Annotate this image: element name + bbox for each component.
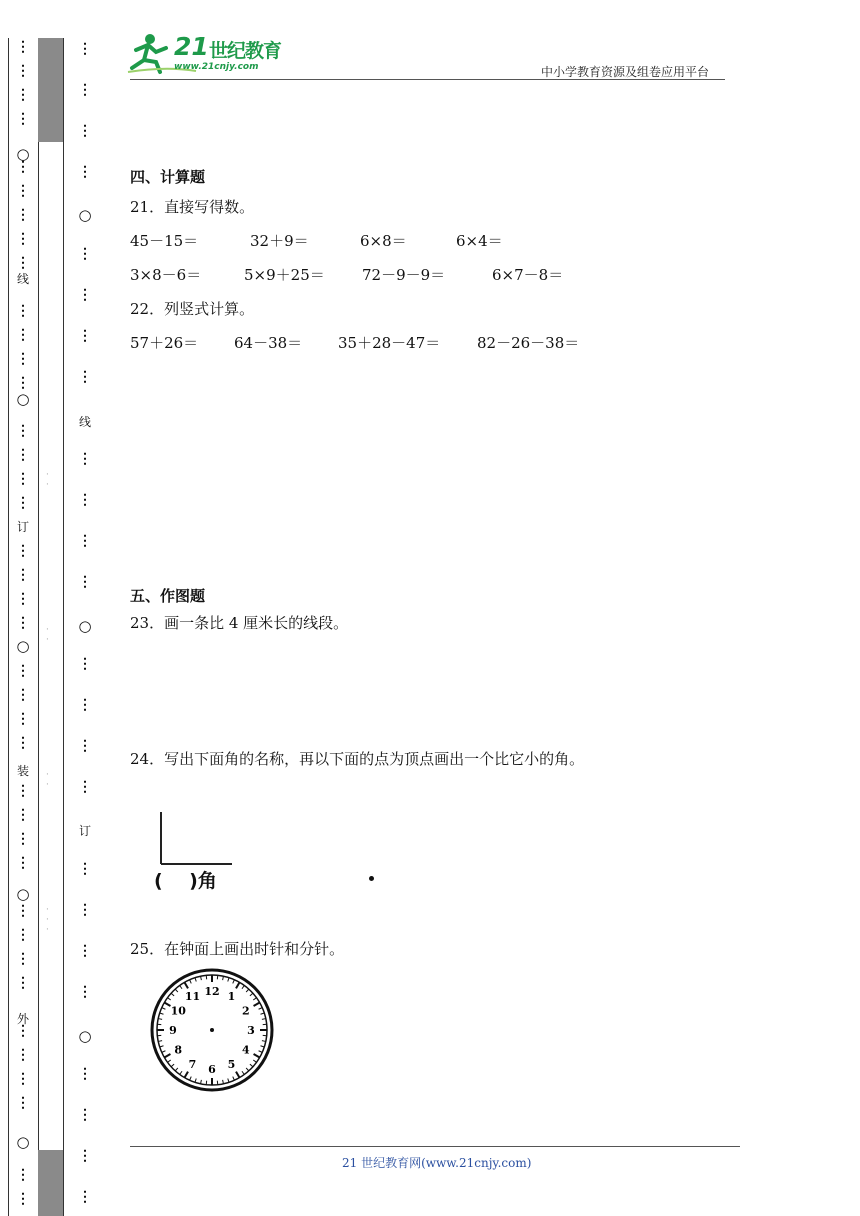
clock-number: 2 [241, 1004, 250, 1018]
margin-dots: ⋮ [16, 423, 30, 439]
q22-item: 64－38＝ [234, 334, 303, 352]
margin-dots: ⋮ [16, 471, 30, 487]
margin-dots: ⋮ [78, 574, 92, 590]
margin-dots: ⋮ [78, 656, 92, 672]
margin-dots: ⋮ [78, 164, 92, 180]
margin-dots: ⋮ [16, 783, 30, 799]
margin-dots: ⋮ [78, 533, 92, 549]
margin-dots: ⋮ [16, 687, 30, 703]
margin-hole-circle: ○ [78, 1027, 92, 1045]
margin-dots: ⋮ [78, 697, 92, 713]
margin-dots: ⋮ [78, 328, 92, 344]
logo-url: www.21cnjy.com [174, 62, 259, 72]
margin-faint-mark: · · [46, 625, 49, 645]
q21-item: 45－15＝ [130, 232, 199, 250]
margin-dots: ⋮ [16, 855, 30, 871]
margin-faint-mark: · · [46, 770, 49, 790]
margin-dots: ⋮ [16, 1023, 30, 1039]
margin-dots: ⋮ [78, 451, 92, 467]
margin-dots: ⋮ [16, 231, 30, 247]
margin-dots: ⋮ [78, 1107, 92, 1123]
margin-dots: ⋮ [16, 447, 30, 463]
margin-dots: ⋮ [78, 943, 92, 959]
margin-dots: ⋮ [78, 861, 92, 877]
margin-dots: ⋮ [16, 711, 30, 727]
margin-dots: ⋮ [16, 975, 30, 991]
margin-dots: ⋮ [16, 351, 30, 367]
margin-dots: ⋮ [78, 492, 92, 508]
margin-dots: ⋮ [16, 615, 30, 631]
margin-hole-circle: ○ [78, 617, 92, 635]
question-22-stem: 22．列竖式计算。 [130, 300, 255, 318]
q22-item: 82－26－38＝ [477, 334, 580, 352]
margin-dots: ⋮ [16, 1047, 30, 1063]
margin-dots: ⋮ [16, 951, 30, 967]
margin-dots: ⋮ [16, 831, 30, 847]
margin-gray-block-bottom [38, 1150, 63, 1216]
margin-dots: ⋮ [16, 543, 30, 559]
margin-dots: ⋮ [16, 567, 30, 583]
logo-number: 21 [174, 32, 209, 61]
margin-dots: ⋮ [78, 123, 92, 139]
site-logo [126, 30, 286, 76]
margin-dots: ⋮ [16, 807, 30, 823]
footer-text: 21 世纪教育网(www.21cnjy.com) [342, 1156, 532, 1170]
margin-dots: ⋮ [78, 41, 92, 57]
vertex-point [369, 876, 374, 881]
margin-dots: ⋮ [78, 246, 92, 262]
margin-dots: ⋮ [16, 207, 30, 223]
margin-dots: ⋮ [78, 779, 92, 795]
platform-title: 中小学教育资源及组卷应用平台 [541, 65, 710, 79]
margin-dots: ⋮ [78, 369, 92, 385]
margin-dots: ⋮ [16, 927, 30, 943]
margin-hole-circle: ○ [16, 637, 30, 655]
question-21-stem: 21．直接写得数。 [130, 198, 255, 216]
margin-dots: ⋮ [16, 87, 30, 103]
margin-border-mid-right [63, 38, 64, 1216]
header-rule [130, 79, 725, 80]
margin-hole-circle: ○ [78, 206, 92, 224]
clock-number: 1 [227, 990, 236, 1004]
q21-item: 32＋9＝ [250, 232, 309, 250]
clock-number: 3 [247, 1024, 255, 1037]
margin-dots: ⋮ [16, 495, 30, 511]
margin-binding-char: 线 [16, 272, 29, 286]
margin-dots: ⋮ [16, 375, 30, 391]
margin-dots: ⋮ [78, 984, 92, 1000]
clock-number: 7 [188, 1057, 197, 1071]
margin-dots: ⋮ [16, 1071, 30, 1087]
clock-number: 4 [241, 1043, 250, 1057]
section-title-calculation: 四、计算题 [130, 168, 206, 186]
margin-dots: ⋮ [16, 903, 30, 919]
margin-dots: ⋮ [78, 902, 92, 918]
margin-binding-char: 装 [16, 764, 29, 778]
margin-dots: ⋮ [78, 287, 92, 303]
q21-item: 6×7－8＝ [492, 266, 564, 284]
margin-binding-char: 订 [16, 520, 29, 534]
clock-number: 8 [174, 1043, 183, 1057]
q22-item: 35＋28－47＝ [338, 334, 441, 352]
margin-dots: ⋮ [16, 255, 30, 271]
margin-dots: ⋮ [16, 663, 30, 679]
margin-faint-mark: · · [46, 470, 49, 490]
margin-dots: ⋮ [16, 1167, 30, 1183]
angle-caption: ( )角 [154, 870, 217, 892]
q22-item: 57＋26＝ [130, 334, 199, 352]
margin-dots: ⋮ [16, 1191, 30, 1207]
margin-dots: ⋮ [78, 1148, 92, 1164]
margin-dots: ⋮ [16, 159, 30, 175]
logo-cn: 世纪教育 [209, 40, 282, 62]
question-23: 23．画一条比 4 厘米长的线段。 [130, 614, 349, 632]
margin-dots: ⋮ [16, 591, 30, 607]
clock-number: 10 [170, 1004, 186, 1018]
q21-item: 5×9＋25＝ [244, 266, 325, 284]
margin-dots: ⋮ [16, 183, 30, 199]
clock-number: 9 [169, 1024, 177, 1037]
margin-hole-circle: ○ [16, 390, 30, 408]
margin-dots: ⋮ [16, 39, 30, 55]
margin-binding-char: 订 [78, 824, 91, 838]
margin-gray-block-top [38, 38, 63, 142]
q21-item: 6×4＝ [456, 232, 503, 250]
clock-center-dot [210, 1028, 214, 1032]
margin-dots: ⋮ [78, 1189, 92, 1205]
margin-dots: ⋮ [78, 738, 92, 754]
clock-number: 11 [184, 990, 201, 1004]
margin-dots: ⋮ [16, 303, 30, 319]
margin-hole-circle: ○ [16, 1133, 30, 1151]
margin-border-mid-left [38, 38, 39, 1216]
question-25: 25．在钟面上画出时针和分针。 [130, 940, 345, 958]
clock-number: 5 [227, 1057, 236, 1071]
margin-dots: ⋮ [16, 111, 30, 127]
footer-rule [130, 1146, 740, 1147]
clock-face [149, 968, 275, 1092]
margin-dots: ⋮ [16, 1095, 30, 1111]
margin-binding-char: 外 [16, 1012, 29, 1026]
q21-item: 3×8－6＝ [130, 266, 202, 284]
section-title-drawing: 五、作图题 [130, 587, 206, 605]
clock-number: 6 [208, 1063, 216, 1076]
margin-hole-circle: ○ [16, 145, 30, 163]
margin-dots: ⋮ [16, 735, 30, 751]
q21-item: 72－9－9＝ [362, 266, 446, 284]
margin-faint-mark: · · · [46, 905, 49, 935]
margin-hole-circle: ○ [16, 885, 30, 903]
margin-dots: ⋮ [16, 327, 30, 343]
right-angle-figure [150, 808, 240, 868]
margin-binding-char: 线 [78, 415, 91, 429]
margin-dots: ⋮ [78, 82, 92, 98]
margin-dots: ⋮ [16, 63, 30, 79]
clock-number: 12 [204, 985, 220, 998]
q21-item: 6×8＝ [360, 232, 407, 250]
question-24: 24．写出下面角的名称，再以下面的点为顶点画出一个比它小的角。 [130, 750, 585, 768]
margin-dots: ⋮ [78, 1066, 92, 1082]
